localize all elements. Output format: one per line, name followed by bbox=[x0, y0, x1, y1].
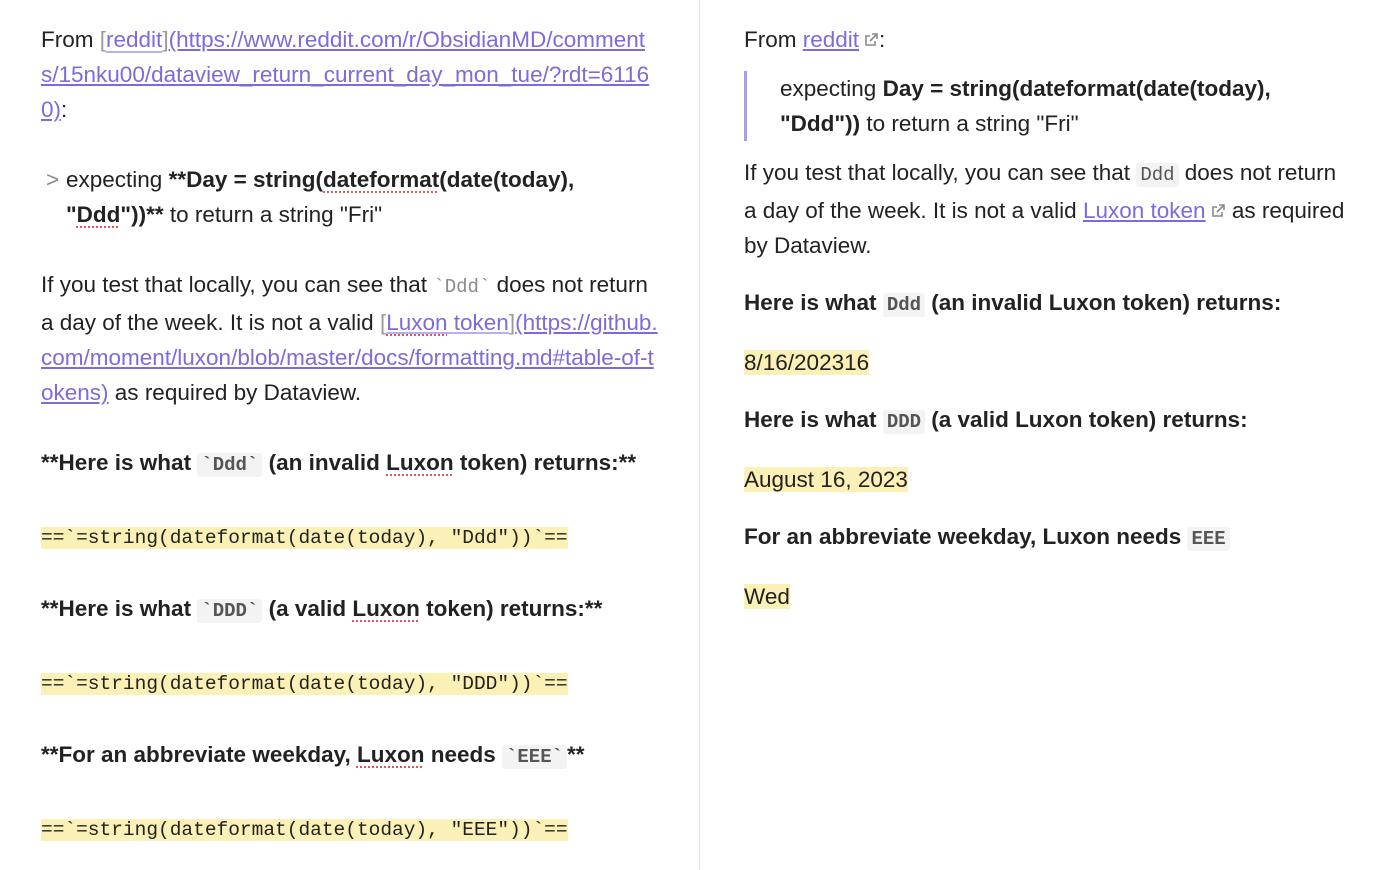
dataview-inline-query-2[interactable]: ==`=string(dateformat(date(today), "DDD"))`== bbox=[41, 673, 568, 695]
inline-code: Ddd bbox=[883, 293, 925, 317]
dataview-inline-query-1[interactable]: ==`=string(dateformat(date(today), "Ddd"))`== bbox=[41, 527, 568, 549]
heading-invalid-token: Here is what Ddd (an invalid Luxon token) returns: bbox=[744, 290, 1282, 316]
intro-line: From reddit : bbox=[744, 27, 886, 52]
inline-code: `Ddd` bbox=[433, 276, 491, 298]
dataview-inline-query-3[interactable]: ==`=string(dateformat(date(today), "EEE"))`== bbox=[41, 819, 568, 841]
reddit-link-url[interactable]: (https://www.reddit.com/r/ObsidianMD/comments/15nku00/dataview_return_current_day_mon_tue/?rdt=61160) bbox=[41, 27, 650, 122]
dataview-result-3: Wed bbox=[744, 584, 790, 609]
intro-line: From [reddit](https://www.reddit.com/r/ObsidianMD/comments/15nku00/dataview_return_current_day_mon_tue/?rdt=61160): bbox=[41, 27, 650, 122]
inline-code: `DDD` bbox=[197, 599, 262, 623]
heading-abbreviated-weekday: **For an abbreviate weekday, Luxon needs `EEE` ** bbox=[41, 742, 585, 768]
inline-code: DDD bbox=[883, 410, 925, 434]
reddit-link[interactable]: reddit bbox=[802, 27, 860, 52]
blockquote-marker: > bbox=[46, 167, 60, 192]
heading-valid-token: **Here is what `DDD` (a valid Luxon token) returns:** bbox=[41, 596, 603, 622]
paragraph-line: If you test that locally, you can see that `Ddd` does not return a day of the week. It is not a valid [Luxon token](https://github.com/moment/luxon/blob/master/docs/formatting.md#table-of-tokens) as required by Dataview. bbox=[41, 272, 658, 405]
inline-code: Ddd bbox=[1136, 163, 1178, 187]
reading-view-pane[interactable] bbox=[700, 0, 1380, 870]
heading-invalid-token: **Here is what `Ddd` (an invalid Luxon token) returns:** bbox=[41, 450, 637, 476]
heading-valid-token: Here is what DDD (a valid Luxon token) returns: bbox=[744, 407, 1248, 433]
paragraph: If you test that locally, you can see that Ddd does not return a day of the week. It is not a valid Luxon token as required by Dataview. bbox=[744, 160, 1345, 258]
reddit-link-label[interactable]: reddit bbox=[106, 27, 163, 52]
dataview-result-1: 8/16/202316 bbox=[744, 350, 870, 375]
luxon-link-url[interactable]: (https://github.com/moment/luxon/blob/master/docs/formatting.md#table-of-tokens) bbox=[41, 310, 658, 405]
heading-abbreviated-weekday: For an abbreviate weekday, Luxon needs EEE bbox=[744, 519, 1350, 557]
blockquote-line-1: > expecting **Day = string(dateformat(date(today), bbox=[41, 162, 659, 197]
intro-from-text: From bbox=[41, 27, 100, 52]
inline-code: EEE bbox=[1187, 527, 1229, 551]
external-link-icon bbox=[1210, 203, 1226, 219]
dataview-result-2: August 16, 2023 bbox=[744, 467, 908, 492]
inline-code: `EEE` bbox=[502, 745, 567, 769]
inline-code: `Ddd` bbox=[197, 453, 262, 477]
external-link-icon bbox=[863, 32, 879, 48]
blockquote-line-2: "Ddd"))** to return a string "Fri" bbox=[66, 202, 383, 227]
luxon-token-link[interactable]: Luxon token bbox=[1082, 198, 1206, 223]
luxon-link-label[interactable]: Luxon token bbox=[386, 310, 509, 335]
blockquote: expecting Day = string(dateformat(date(today), "Ddd")) to return a string "Fri" bbox=[744, 71, 1350, 141]
